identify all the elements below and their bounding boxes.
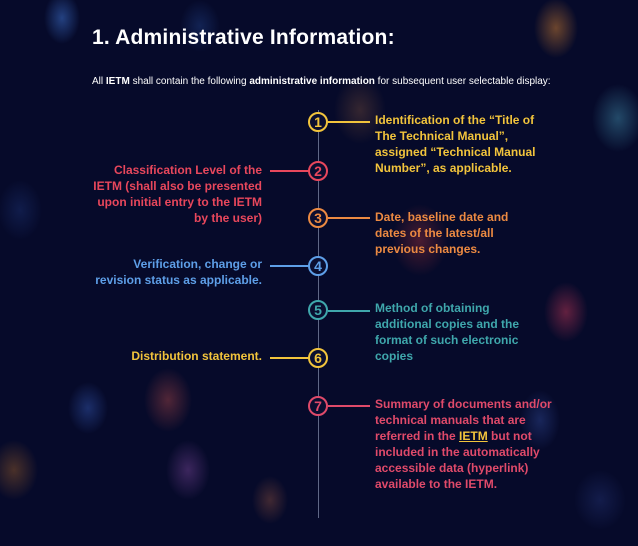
item-3-text: Date, baseline date and dates of the latest/all previous changes. — [375, 210, 509, 256]
node-1: 1 — [308, 112, 328, 132]
connector-1 — [328, 121, 370, 123]
subtitle — [92, 76, 551, 87]
node-3: 3 — [308, 208, 328, 228]
subtitle-text-1: All — [92, 76, 106, 87]
item-1-text: Identification of the “Title of The Technical Manual”, assigned “Technical Manual Number”, as applicable. — [375, 113, 536, 175]
subtitle-bold-ietm: IETM — [105, 76, 130, 87]
connector-6 — [270, 357, 310, 359]
item-4-text: Verification, change or revision status as applicable. — [95, 257, 262, 287]
page-title: 1. Administrative Information: — [92, 26, 395, 49]
ietm-link[interactable]: IETM — [459, 429, 488, 443]
connector-2 — [270, 170, 310, 172]
node-5: 5 — [308, 300, 328, 320]
item-7-text — [375, 396, 553, 492]
item-2-text: Classification Level of the IETM (shall also be presented upon initial entry to the IETM by the user) — [93, 163, 262, 225]
item-5-text: Method of obtaining additional copies and the format of such electronic copies — [375, 301, 520, 363]
connector-3 — [328, 217, 370, 219]
item-6-text: Distribution statement. — [131, 349, 262, 363]
item-7-text-before: Summary of documents and/or technical manuals that are referred in the — [375, 397, 552, 443]
item-7-text-after: but not included in the automatically accessible data (hyperlink) available to the IETM. — [375, 429, 540, 491]
subtitle-text-3: for subsequent user selectable display: — [374, 76, 551, 87]
connector-7 — [328, 405, 370, 407]
subtitle-text-2: shall contain the following — [129, 76, 250, 87]
subtitle-bold-admin-info: administrative information — [249, 76, 375, 87]
node-2: 2 — [308, 161, 328, 181]
connector-5 — [328, 310, 370, 312]
node-7: 7 — [308, 396, 328, 416]
connector-4 — [270, 265, 310, 267]
node-6: 6 — [308, 348, 328, 368]
node-4: 4 — [308, 256, 328, 276]
